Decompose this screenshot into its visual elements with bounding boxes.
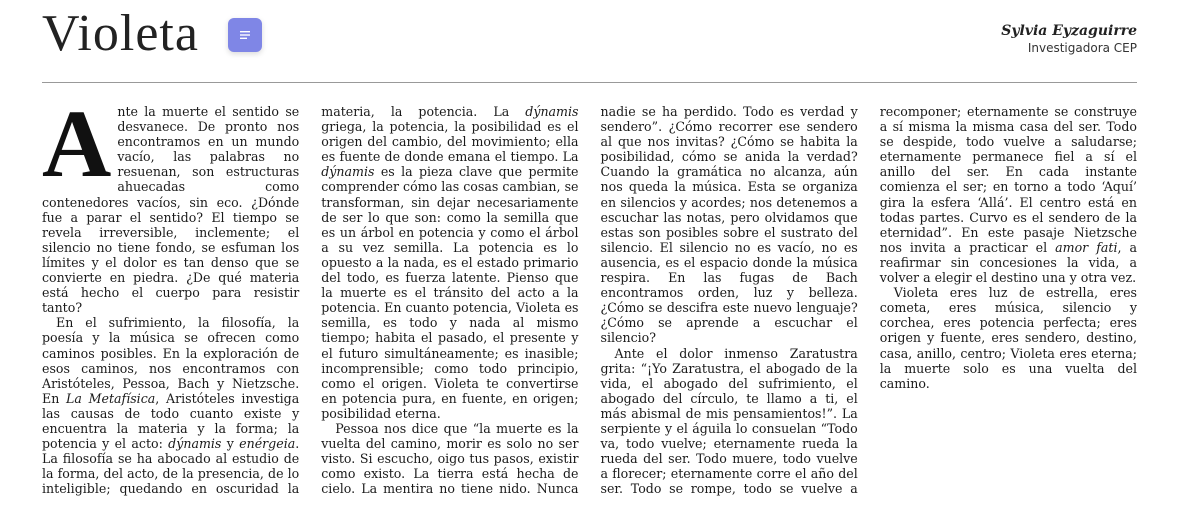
author-name: Sylvia Eyzaguirre	[1001, 23, 1137, 39]
author-role: Investigadora CEP	[1027, 41, 1137, 55]
drop-cap: A	[42, 90, 112, 197]
greek-term: enérgeia	[239, 436, 296, 452]
paragraph-1	[42, 90, 300, 316]
author-byline	[1001, 22, 1137, 56]
greek-term: dýnamis	[525, 104, 579, 119]
paragraph-1-text: nte la muerte el sentido se desvanece. De pronto nos encontramos en un mundo vacío, las palabras no resuenan, son estructuras ahuecadas como contenedores vacíos, sin eco. ¿Dónde fue a parar el sentido? El tiempo se revela irreversible, inclemente; el silencio no tiene fondo, se esfuman los límites y el dolor es tan denso que se convierte en piedra. ¿De qué materia está hecho el cuerpo para resistir tanto?	[42, 104, 300, 316]
text-span: griega, la potencia, la posibilidad es el origen del cambio, del movimiento; ella es fuente de donde emana el tiempo. La	[321, 119, 579, 165]
menu-button[interactable]	[228, 18, 262, 52]
paragraph-5: Violeta eres luz de estrella, eres cometa, eres música, silencio y corchea, eres potencia perfecta; eres origen y fuente, eres sendero, destino, casa, anillo, centro; Violeta eres eterna; la muerte solo es una vuelta del camino.	[879, 285, 1137, 391]
text-span: , Aristóteles investiga las causas de todo cuanto existe y encuentra la materia y la forma; la potencia y el acto:	[42, 390, 300, 452]
page-title: Violeta	[42, 5, 199, 62]
latin-term: amor fati	[1055, 239, 1118, 255]
article-body	[42, 90, 1137, 504]
header-divider	[42, 82, 1137, 83]
text-span: En el sufrimiento, la filosofía, la poesía y la música se ofrecen como caminos posibles. En la exploración de esos caminos, nos encontramos con Aristóteles, Pessoa, Bach y Nietzsche. En	[42, 315, 300, 406]
greek-term: dýnamis	[321, 164, 375, 180]
text-span: . La filosofía se ha abocado al estudio de la forma, del acto, de la presencia, de lo inteligible; quedando en oscuridad la materia, la potencia. La	[42, 104, 526, 497]
text-span: y	[221, 436, 240, 452]
text-span: es la pieza clave que permite comprender cómo las cosas cambian, se transforman, sin dejar necesariamente de ser lo que son: como la semilla que es un árbol en potencia y como el árbol a su vez semilla. La potencia es lo opuesto a la nada, es el estado primario del todo, es fuerza latente. Pienso que la muerte es el tránsito del acto a la potencia. En cuanto potencia, Violeta es semilla, es todo y nada al mismo tiempo; habita el pasado, el presente y el futuro simultáneamente; es inasible; incomprensible; como todo principio, como el origen. Violeta te convertirse en potencia pura, en fuente, en origen; posibilidad eterna.	[321, 164, 579, 421]
book-title: La Metafísica	[66, 390, 156, 406]
text-span: , a reafirmar sin concesiones la vida, a volver a elegir el destino una y otra vez.	[879, 239, 1137, 286]
paragraph-3: Pessoa nos dice que “la muerte es la vuelta del camino, morir es solo no ser visto. Si escucho, oigo tus pasos, existir como existo. La tierra está hecha de cielo. La mentira no tiene nido. Nunca nadie se ha perdido. Todo es verdad y sendero”. ¿Cómo recorrer ese sendero al que nos invitas? ¿Cómo se habita la posibilidad, cómo se anida la verdad? Cuando la gramática no alcanza, aún nos queda la música. Esta se organiza en silencios y acordes; nos detenemos a escuchar las notas, pero olvidamos que estas son posibles sobre el sustrato del silencio. El silencio no es vacío, no es ausencia, es el espacio donde la música respira. En las fugas de Bach encontramos orden, luz y belleza. ¿Cómo se descifra este nuevo lenguaje? ¿Cómo se aprende a escuchar el silencio?	[321, 104, 858, 497]
menu-lines-icon	[238, 29, 252, 41]
text-span: Ante el dolor inmenso Zaratustra grita: “¡Yo Zaratustra, el abogado de la vida, el abogado del sufrimiento, el abogado del círculo, te llamo a ti, el más abismal de mis pensamientos!”. La serpiente y el águila lo consuelan “Todo va, todo vuelve; eternamente rueda la rueda del ser. Todo muere, todo vuelve a florecer; eternamente corre el año del ser. Todo se rompe, todo se vuelve a recomponer; eternamente se construye a sí misma la misma casa del ser. Todo se despide, todo vuelve a saludarse; eternamente permanece fiel a sí el anillo del ser. En cada instante comienza el ser; en torno a todo ‘Aquí’ gira la esfera ‘Allá’. El centro está en todas partes. Curvo es el sendero de la eternidad”. En este pasaje Nietzsche nos invita a practicar el	[600, 104, 1137, 497]
greek-term: dýnamis	[168, 436, 222, 452]
